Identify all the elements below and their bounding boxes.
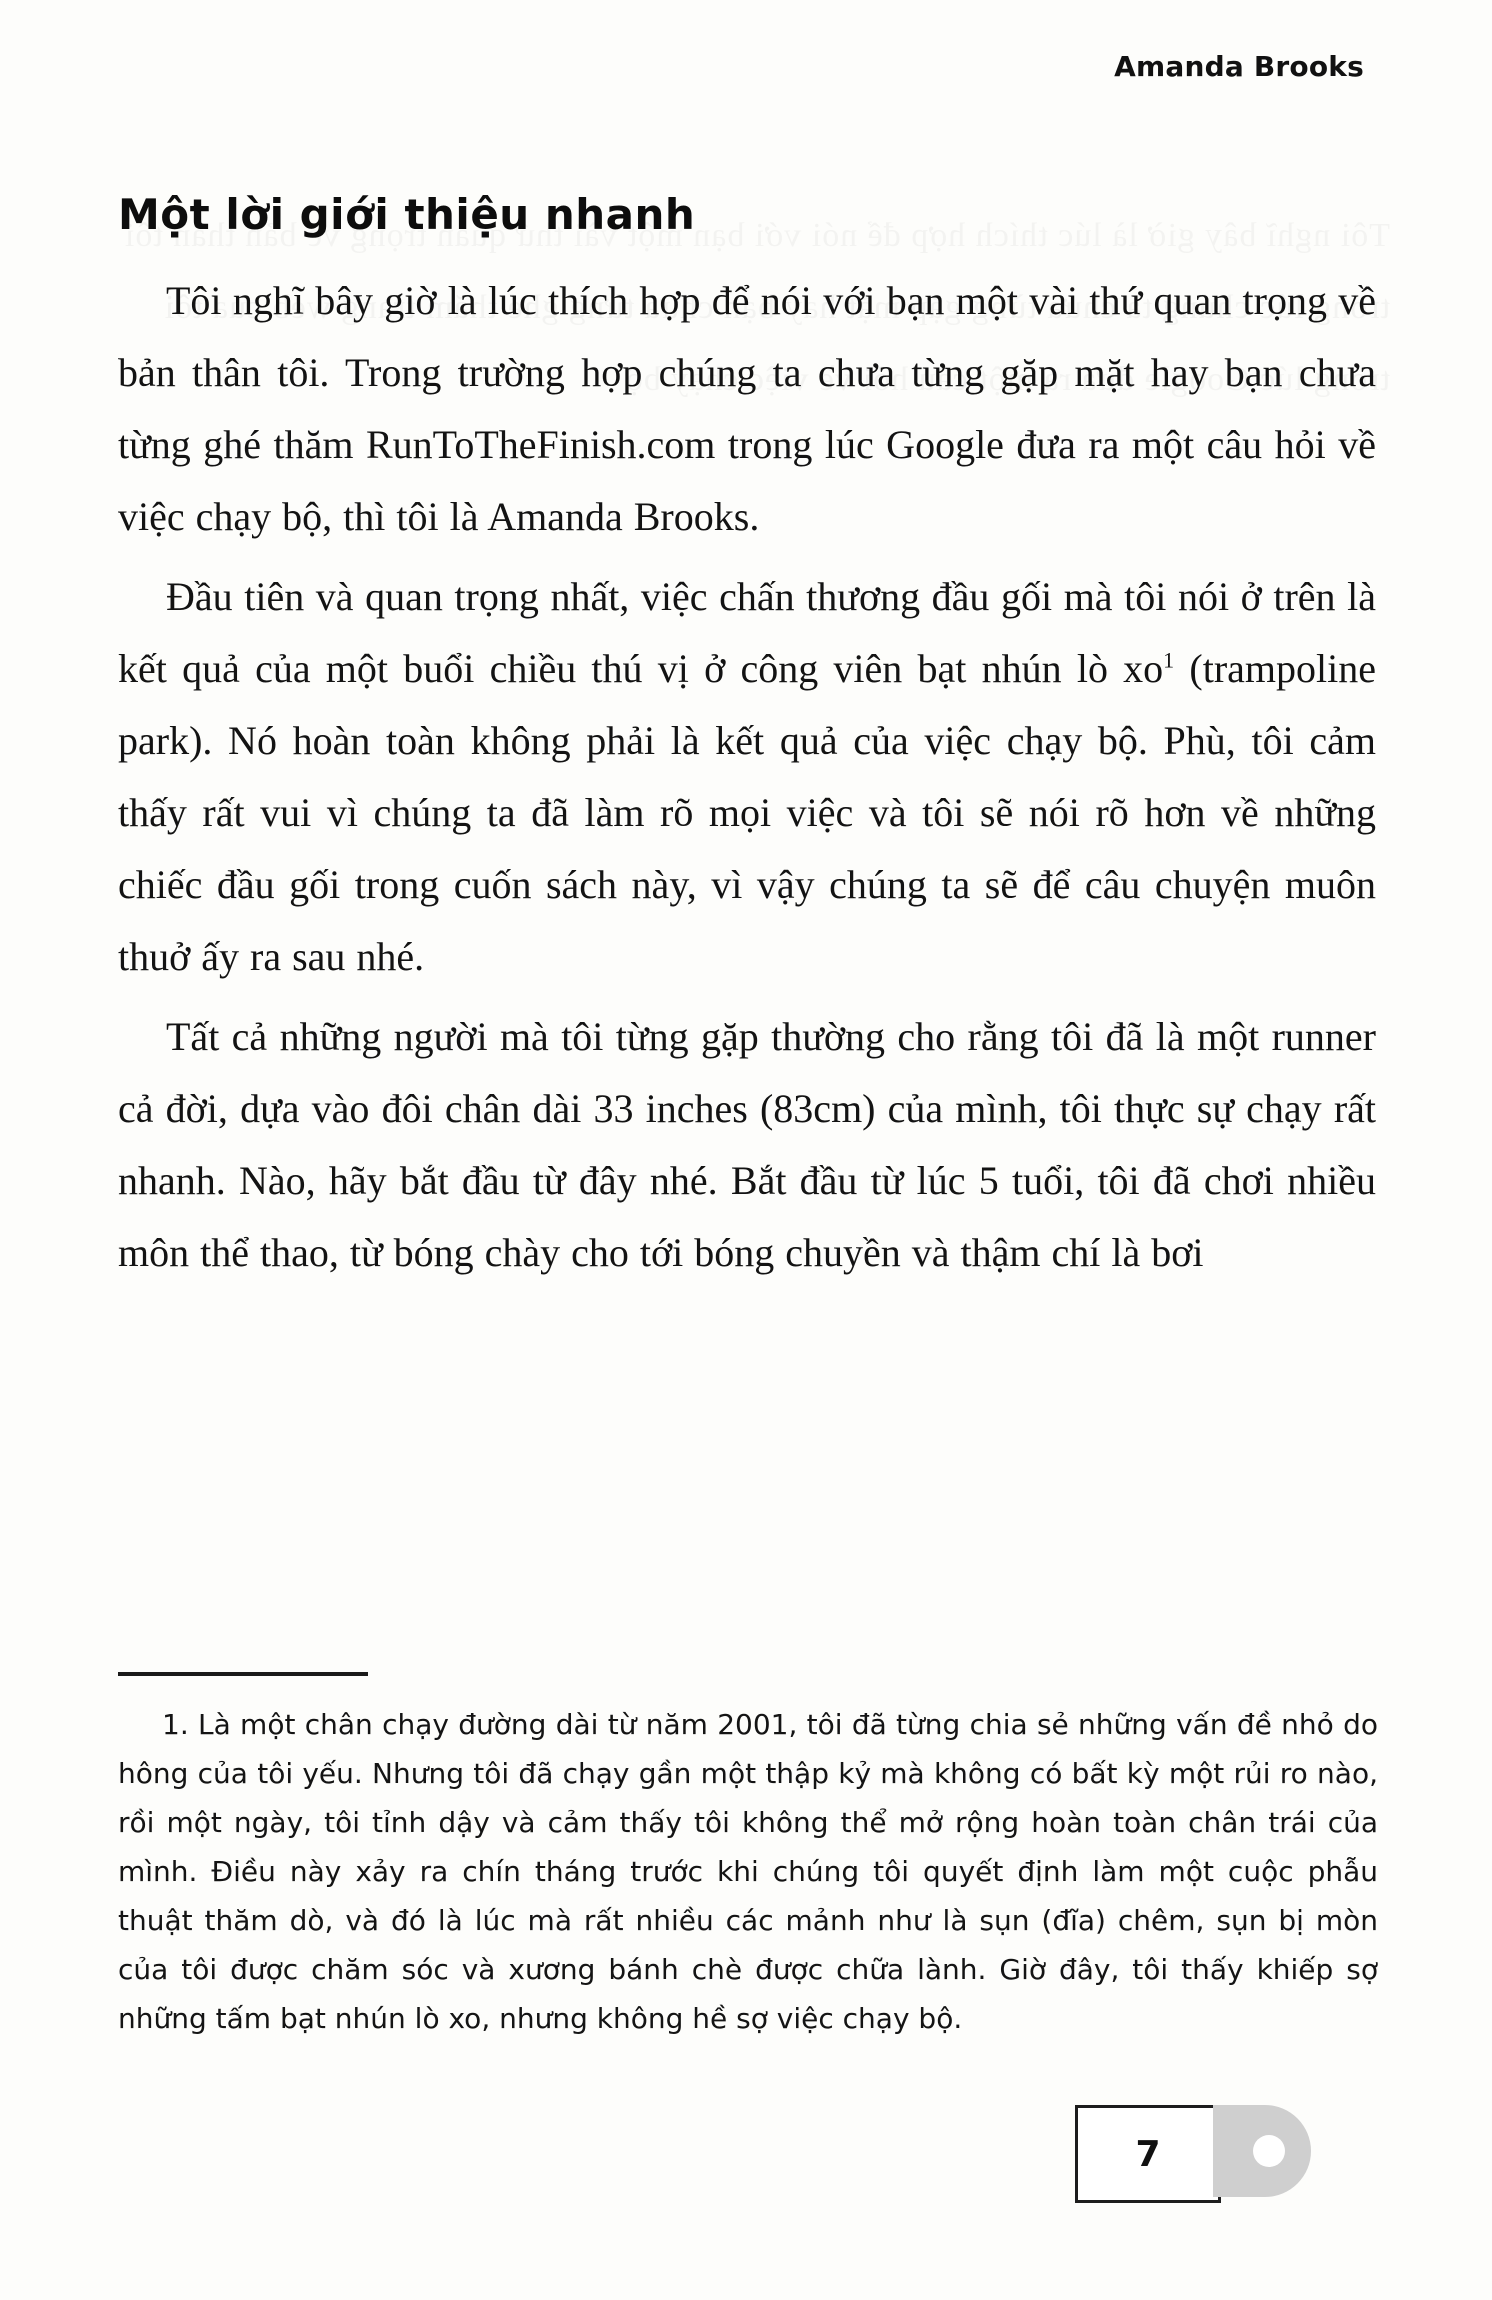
paragraph-2-part-a: Đầu tiên và quan trọng nhất, việc chấn thương đầu gối mà tôi nói ở trên là kết quả của một buổi chiều thú vị ở công viên bạt nhún lò xo [118,574,1376,691]
page-number: 7 [1135,2133,1161,2175]
footnote-reference: 1 [1163,647,1175,673]
page-title: Một lời giới thiệu nhanh [118,190,696,239]
paragraph-2 [118,561,1376,993]
paragraph-3: Tất cả những người mà tôi từng gặp thường cho rằng tôi đã là một runner cả đời, dựa vào đôi chân dài 33 inches (83cm) của mình, tôi thực sự chạy rất nhanh. Nào, hãy bắt đầu từ đây nhé. Bắt đầu từ lúc 5 tuổi, tôi đã chơi nhiều môn thể thao, từ bóng chày cho tới bóng chuyền và thậm chí là bơi [118,1014,1376,1275]
paragraph-2-part-b: (trampoline park). Nó hoàn toàn không phải là kết quả của việc chạy bộ. Phù, tôi cảm thấy rất vui vì chúng ta đã làm rõ mọi việc và tôi sẽ nói rõ hơn về những chiếc đầu gối trong cuốn sách này, vì vậy chúng ta sẽ để câu chuyện muôn thuở ấy ra sau nhé. [118,646,1377,979]
page-number-badge [1075,2105,1310,2197]
footnote-text: 1. Là một chân chạy đường dài từ năm 2001, tôi đã từng chia sẻ những vấn đề nhỏ do hông của tôi yếu. Nhưng tôi đã chạy gần một thập kỷ mà không có bất kỳ một rủi ro nào, rồi một ngày, tôi tỉnh dậy và cảm thấy tôi không thể mở rộng hoàn toàn chân trái của mình. Điều này xảy ra chín tháng trước khi chúng tôi quyết định làm một cuộc phẫu thuật thăm dò, và đó là lúc mà rất nhiều các mảnh như là sụn (đĩa) chêm, sụn bị mòn của tôi được chăm sóc và xương bánh chè được chữa lành. Giờ đây, tôi thấy khiếp sợ những tấm bạt nhún lò xo, nhưng không hề sợ việc chạy bộ. [118,1708,1378,2035]
page-content [118,190,1376,1297]
page-number-dot [1253,2135,1285,2167]
running-head: Amanda Brooks [1114,50,1364,83]
footnote-divider [118,1672,368,1676]
paragraph-1: Tôi nghĩ bây giờ là lúc thích hợp để nói với bạn một vài thứ quan trọng về bản thân tôi. Trong trường hợp chúng ta chưa từng gặp mặt hay bạn chưa từng ghé thăm RunToTheFinish.com trong lúc Google đưa ra một câu hỏi về việc chạy bộ, thì tôi là Amanda Brooks. [118,278,1376,539]
page-number-box [1075,2105,1221,2203]
